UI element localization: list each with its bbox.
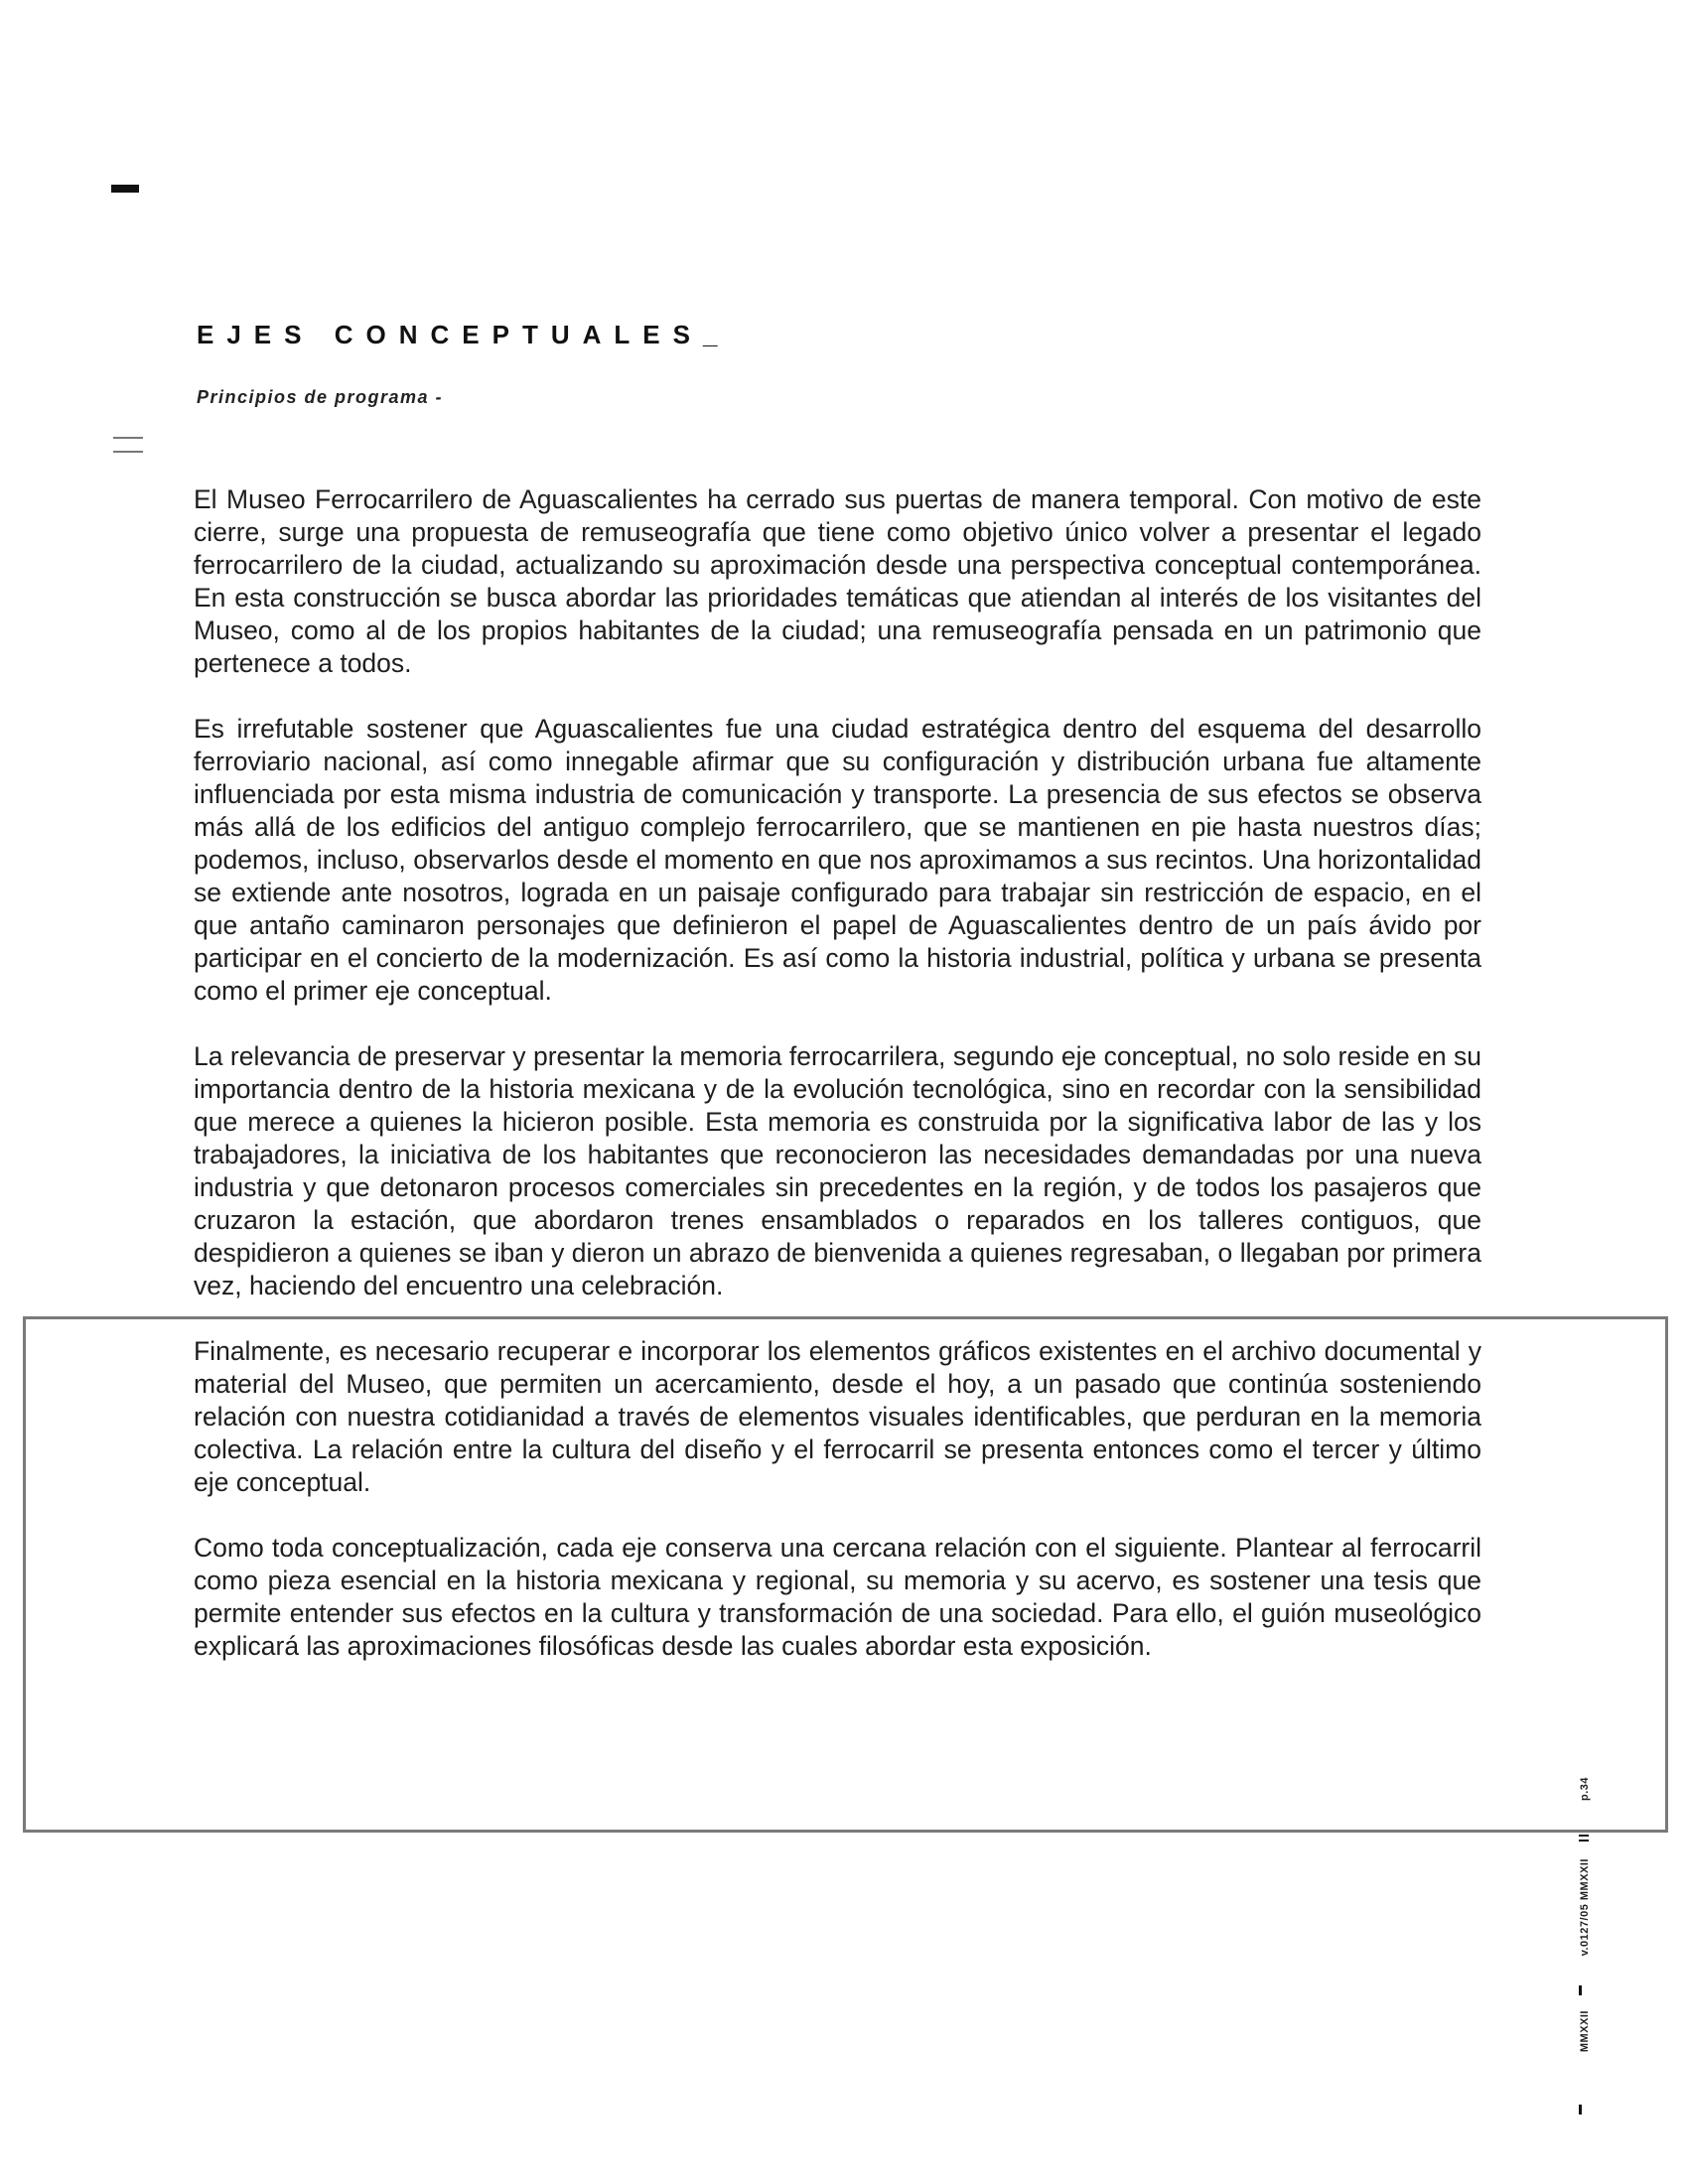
paragraph: Como toda conceptualización, cada eje conserva una cercana relación con el siguiente. Plantear al ferrocarril como pieza esencial en la historia mexicana y regional, su memoria y su acervo, es sostener una tesis que permite entender sus efectos en la cultura y transformación de una sociedad. Para ello, el guión museológico explicará las aproximaciones filosóficas desde las cuales abordar esta exposición. [194,1533,1481,1661]
double-tick-mark [1579,1835,1589,1843]
section-marker-double-line [113,437,143,455]
page-number: p.34 [1579,1777,1591,1802]
tick-mark [1579,2105,1582,2115]
paragraph: El Museo Ferrocarrilero de Aguascalientes ha cerrado sus puertas de manera temporal. Con motivo de este cierre, surge una propuesta de remuseografía que tiene como objetivo único volver a presentar el legado ferrocarrilero de la ciudad, actualizando su aproximación desde una perspectiva conceptual contemporánea. En esta construcción se busca abordar las prioridades temáticas que atiendan al interés de los visitantes del Museo, como al de los propios habitantes de la ciudad; una remuseografía pensada en un patrimonio que pertenece a todos. [194,484,1481,678]
page-title: EJES CONCEPTUALES_ [197,320,731,349]
version-label: v.0127/05 MMXXII [1579,1858,1591,1957]
highlight-frame [23,1316,1668,1833]
tick-mark [1579,1985,1582,1995]
paragraph: Finalmente, es necesario recuperar e incorporar los elementos gráficos existentes en el archivo documental y material del Museo, que permiten un acercamiento, desde el hoy, a un pasado que continúa sosteniendo relación con nuestra cotidianidad a través de elementos visuales identificables, que perduran en la memoria colectiva. La relación entre la cultura del diseño y el ferrocarril se presenta entonces como el tercer y último eje conceptual. [194,1336,1481,1497]
year-label: MMXXII [1579,2010,1591,2053]
section-marker-dash [111,185,139,193]
paragraph: Es irrefutable sostener que Aguascalientes fue una ciudad estratégica dentro del esquema del desarrollo ferroviario nacional, así como innegable afirmar que su configuración y distribución urbana fue altamente influenciada por esta misma industria de comunicación y transporte. La presencia de sus efectos se observa más allá de los edificios del antiguo complejo ferrocarrilero, que se mantienen en pie hasta nuestros días; podemos, incluso, observarlos desde el momento en que nos aproximamos a sus recintos. Una horizontalidad se extiende ante nosotros, lograda en un paisaje configurado para trabajar sin restricción de espacio, en el que antaño caminaron personajes que definieron el papel de Aguascalientes dentro de un país ávido por participar en el concierto de la modernización. Es así como la historia industrial, política y urbana se presenta como el primer eje conceptual. [194,714,1481,1006]
paragraph: La relevancia de preservar y presentar la memoria ferrocarrilera, segundo eje conceptual, no solo reside en su importancia dentro de la historia mexicana y de la evolución tecnológica, sino en recordar con la sensibilidad que merece a quienes la hicieron posible. Esta memoria es construida por la significativa labor de las y los trabajadores, la iniciativa de los habitantes que reconocieron las necesidades demandadas por una nueva industria y que detonaron procesos comerciales sin precedentes en la región, y de todos los pasajeros que cruzaron la estación, que abordaron trenes ensamblados o reparados en los talleres contiguos, que despidieron a quienes se iban y dieron un abrazo de bienvenida a quienes regresaban, o llegaban por primera vez, haciendo del encuentro una celebración. [194,1041,1481,1300]
page-subtitle: Principios de programa - [197,387,444,407]
side-footer [1564,1777,1604,2119]
